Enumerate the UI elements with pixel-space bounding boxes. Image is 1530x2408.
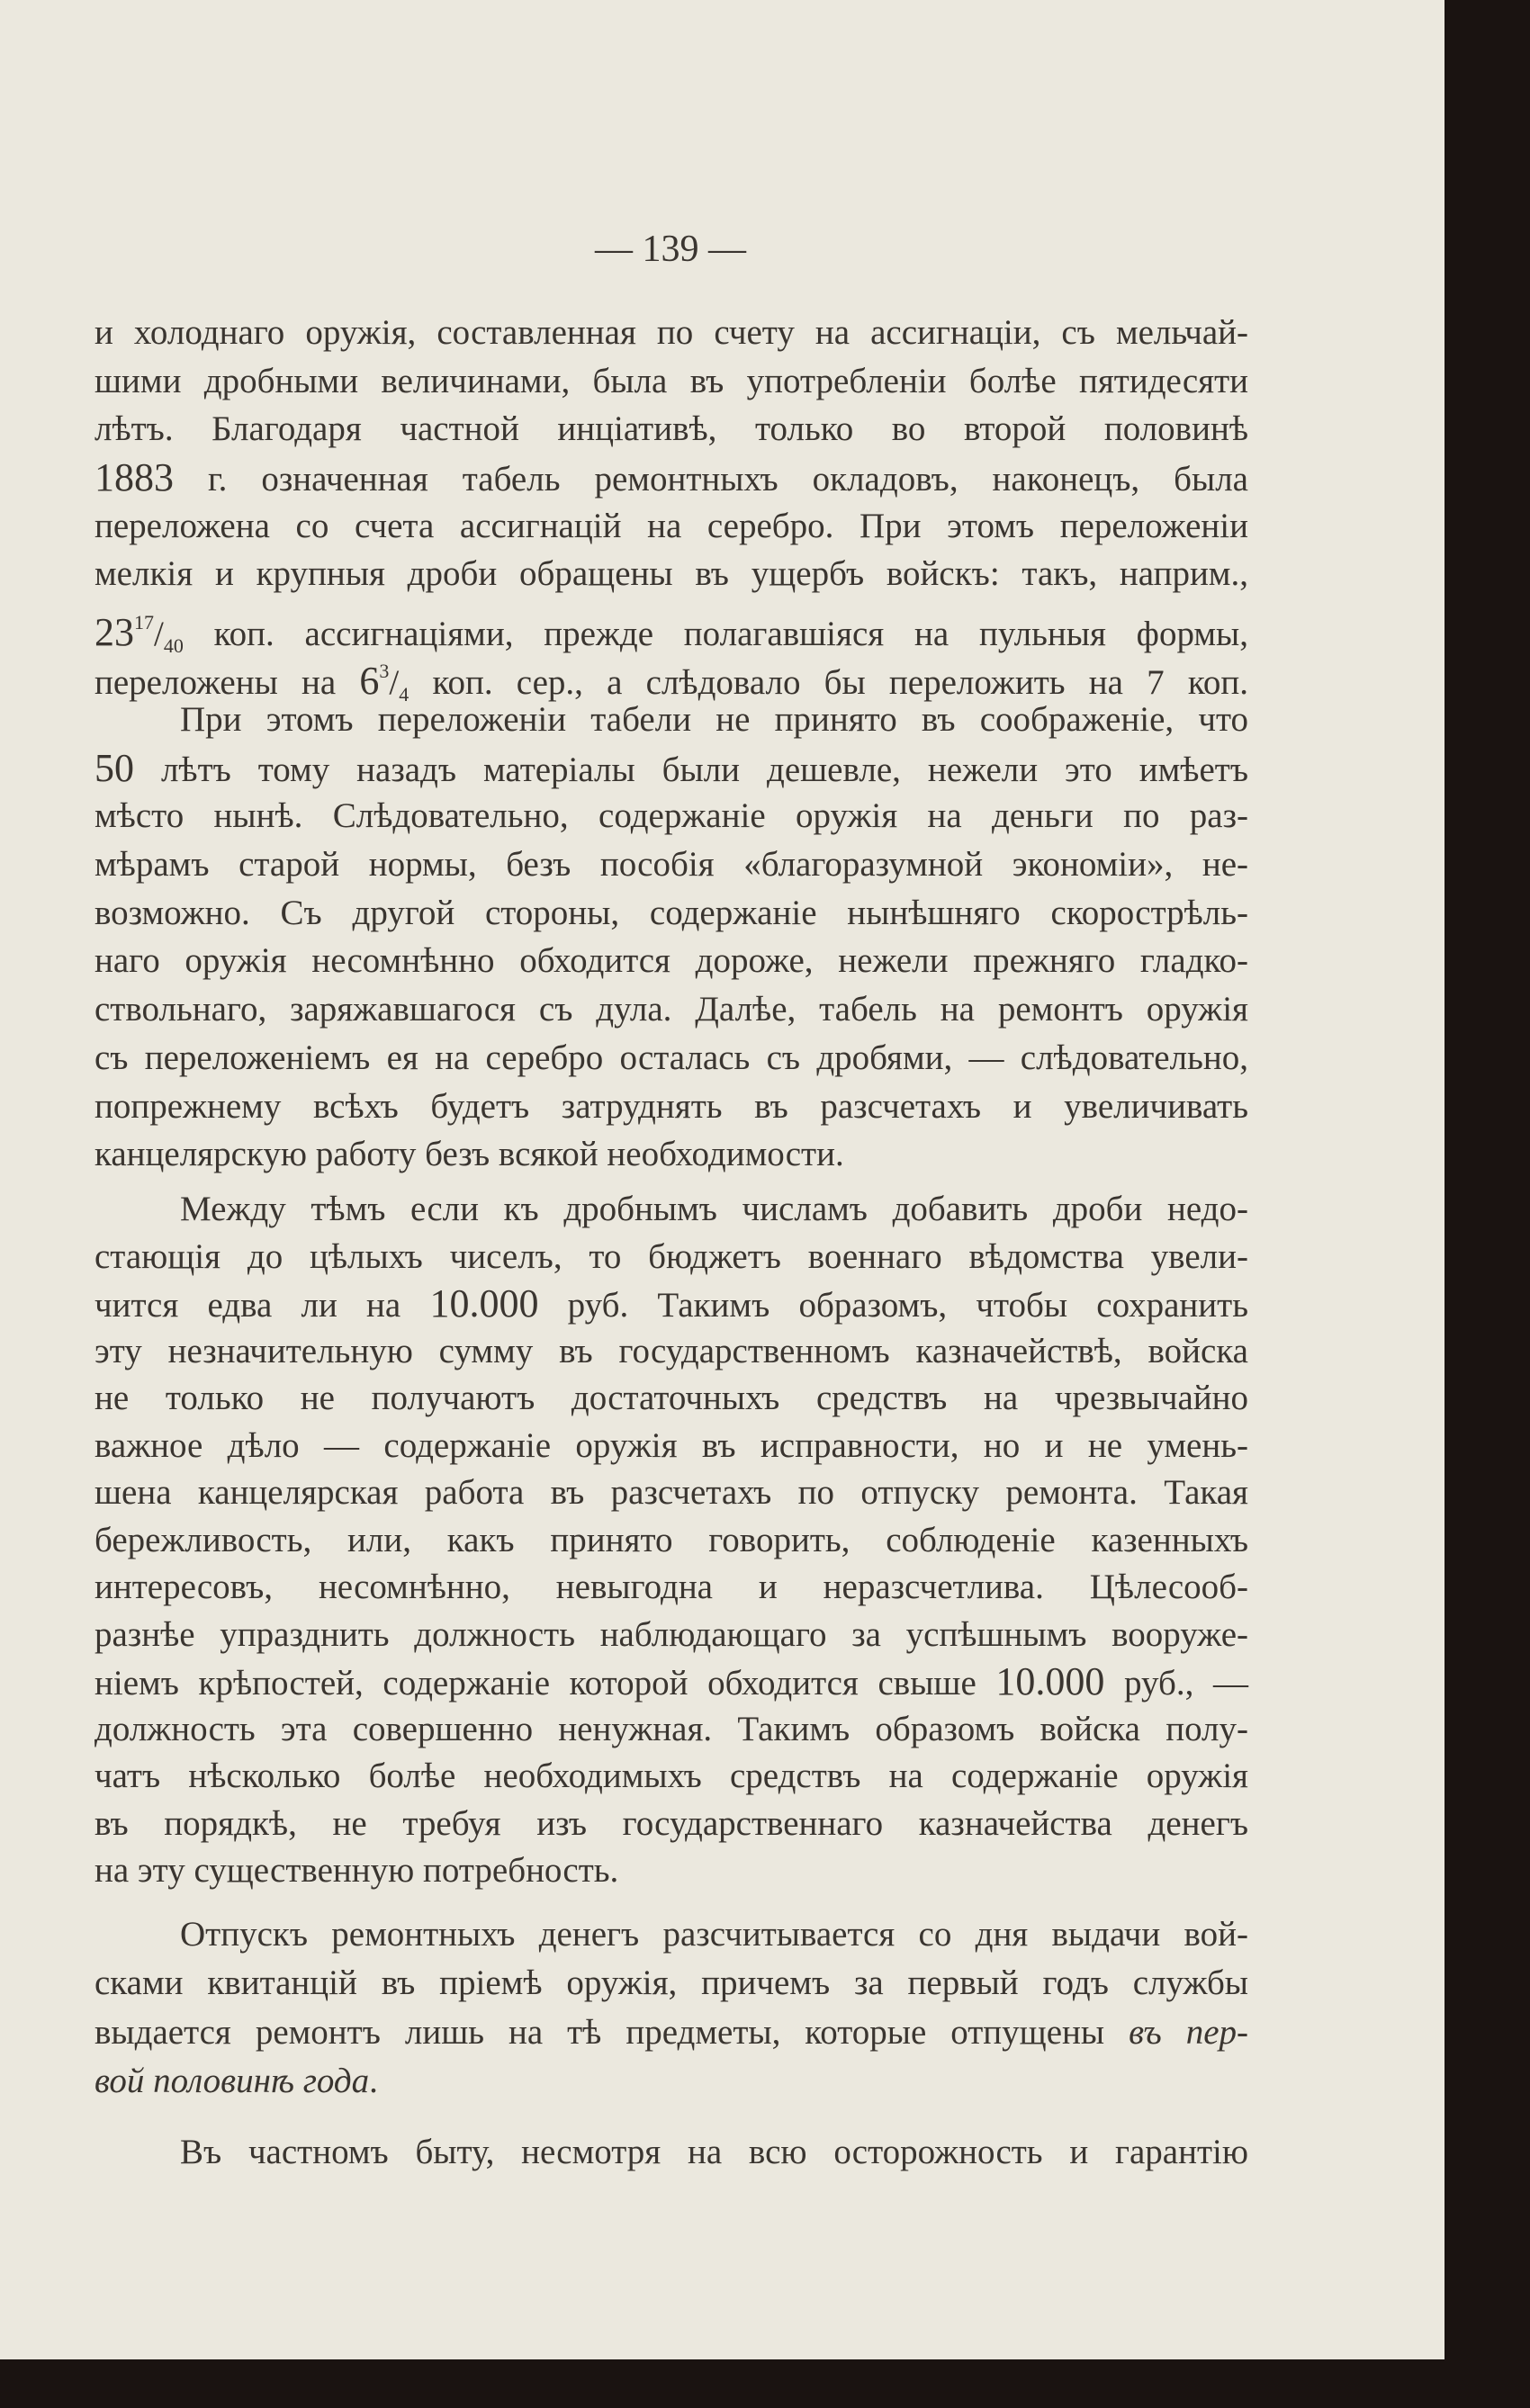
text-line: съ переложеніемъ ея на серебро осталась съ дробями, — слѣдовательно,	[94, 1038, 1248, 1077]
text-line	[94, 2008, 1248, 2057]
fraction-slash: /	[154, 615, 164, 654]
text-line	[94, 744, 1248, 793]
text-line	[94, 1658, 1248, 1706]
amount: 10.000	[995, 1659, 1105, 1703]
fraction-denominator: 4	[399, 682, 410, 705]
line-text: .	[369, 2061, 378, 2100]
text-line: должность эта совершенно ненужная. Такимъ образомъ войска полу-	[94, 1709, 1248, 1748]
text-line: разнѣе упразднить должность наблюдающаго за успѣшнымъ вооруже-	[94, 1614, 1248, 1654]
amount: 10.000	[429, 1281, 539, 1325]
text-line: не только не получаютъ достаточныхъ средствъ на чрезвычайно	[94, 1379, 1248, 1417]
italic-text: вой половинѣ года	[94, 2061, 370, 2100]
text-line: возможно. Съ другой стороны, содержаніе нынѣшняго скорострѣль-	[94, 893, 1248, 932]
line-text: выдается ремонтъ лишь на тѣ предметы, которые отпущены	[94, 2012, 1130, 2052]
fraction-numerator: 3	[379, 659, 390, 682]
text-line: переложена со счета ассигнацій на серебро. При этомъ переложеніи	[94, 506, 1248, 545]
text-line: на эту существенную потребность.	[94, 1851, 619, 1890]
paragraph	[94, 696, 1248, 1179]
text-line: Отпускъ ремонтныхъ денегъ разсчитывается со дня выдачи вой-	[180, 1915, 1248, 1954]
text-line: попрежнему всѣхъ будетъ затруднять въ разсчетахъ и увеличивать	[94, 1086, 1248, 1126]
text-line: интересовъ, несомнѣнно, невыгодна и неразсчетлива. Цѣлесооб-	[94, 1568, 1248, 1606]
text-line: чатъ нѣсколько болѣе необходимыхъ средствъ на содержаніе оружія	[94, 1757, 1248, 1795]
paragraph	[94, 2128, 1248, 2177]
text-line: наго оружія несомнѣнно обходится дороже, нежели прежняго гладко-	[94, 941, 1248, 981]
text-line	[94, 598, 1248, 658]
line-text: лѣтъ тому назадъ матеріалы были дешевле, нежели это имѣетъ	[134, 750, 1248, 789]
text-line: стающія до цѣлыхъ чиселъ, то бюджетъ военнаго вѣдомства увели-	[94, 1236, 1248, 1276]
text-line	[94, 2057, 1248, 2106]
fraction-numerator: 17	[134, 611, 154, 634]
text-line: мѣрамъ старой нормы, безъ пособія «благоразумной экономіи», не-	[94, 845, 1248, 885]
text-line	[94, 647, 1248, 705]
paragraph	[94, 309, 1248, 705]
text-line: шена канцелярская работа въ разсчетахъ по отпуску ремонта. Такая	[94, 1473, 1248, 1512]
text-line	[94, 454, 1248, 502]
text-line: мѣсто нынѣ. Слѣдовательно, содержаніе оружія на деньги по раз-	[94, 796, 1248, 836]
line-text: ніемъ крѣпостей, содержаніе которой обходится свыше	[94, 1664, 996, 1703]
paragraph	[94, 1186, 1248, 1895]
text-line: Въ частномъ быту, несмотря на всю осторожность и гарантію	[180, 2133, 1248, 2171]
text-line: мелкія и крупныя дроби обращены въ ущербъ войскъ: такъ, наприм.,	[94, 554, 1248, 594]
line-text: руб. Такимъ образомъ, чтобы сохранить	[538, 1286, 1248, 1325]
fraction-whole: 6	[359, 658, 380, 703]
text-line	[94, 1280, 1248, 1328]
text-line: лѣтъ. Благодаря частной инціативѣ, только во второй половинѣ	[94, 409, 1248, 449]
line-text: чится едва ли на	[94, 1286, 430, 1325]
text-line: и холоднаго оружія, составленная по счету на ассигнаціи, съ мельчай-	[94, 313, 1248, 352]
year-number: 1883	[94, 455, 174, 500]
text-line: Между тѣмъ если къ дробнымъ числамъ добавить дроби недо-	[180, 1190, 1248, 1228]
line-text: переложены на	[94, 662, 360, 702]
paragraph	[94, 1910, 1248, 2106]
line-text: г. означенная табель ремонтныхъ окладовъ, наконецъ, была	[174, 460, 1248, 499]
fraction-denominator: 40	[163, 634, 184, 658]
fraction-slash: /	[389, 662, 400, 702]
text-line: эту незначительную сумму въ государственномъ казначействѣ, войска	[94, 1331, 1248, 1370]
italic-text: въ пер-	[1129, 2012, 1248, 2052]
text-line: важное дѣло — содержаніе оружія въ исправности, но и не умень-	[94, 1425, 1248, 1465]
text-line: сками квитанцій въ пріемѣ оружія, причемъ за первый годъ службы	[94, 1963, 1248, 2003]
text-line: канцелярскую работу безъ всякой необходимости.	[94, 1135, 844, 1174]
text-line: шими дробными величинами, была въ употребленіи болѣе пятидесяти	[94, 361, 1248, 400]
text-line: ствольнаго, заряжавшагося съ дула. Далѣе, табель на ремонтъ оружія	[94, 990, 1248, 1029]
text-line: бережливость, или, какъ принято говорить, соблюденіе казенныхъ	[94, 1520, 1248, 1559]
fraction-whole: 23	[94, 610, 134, 655]
text-line: При этомъ переложеніи табели не принято въ соображеніе, что	[180, 700, 1248, 739]
number: 50	[94, 745, 134, 790]
line-text: коп. сер., а слѣдовало бы переложить на 7 коп.	[409, 662, 1248, 702]
text-line: въ порядкѣ, не требуя изъ государственнаго казначейства денегъ	[94, 1803, 1248, 1843]
page-number: — 139 —	[595, 229, 746, 270]
line-text: коп. ассигнаціями, прежде полагавшіяся на пульныя формы,	[183, 615, 1248, 654]
line-text: руб., —	[1104, 1664, 1248, 1703]
